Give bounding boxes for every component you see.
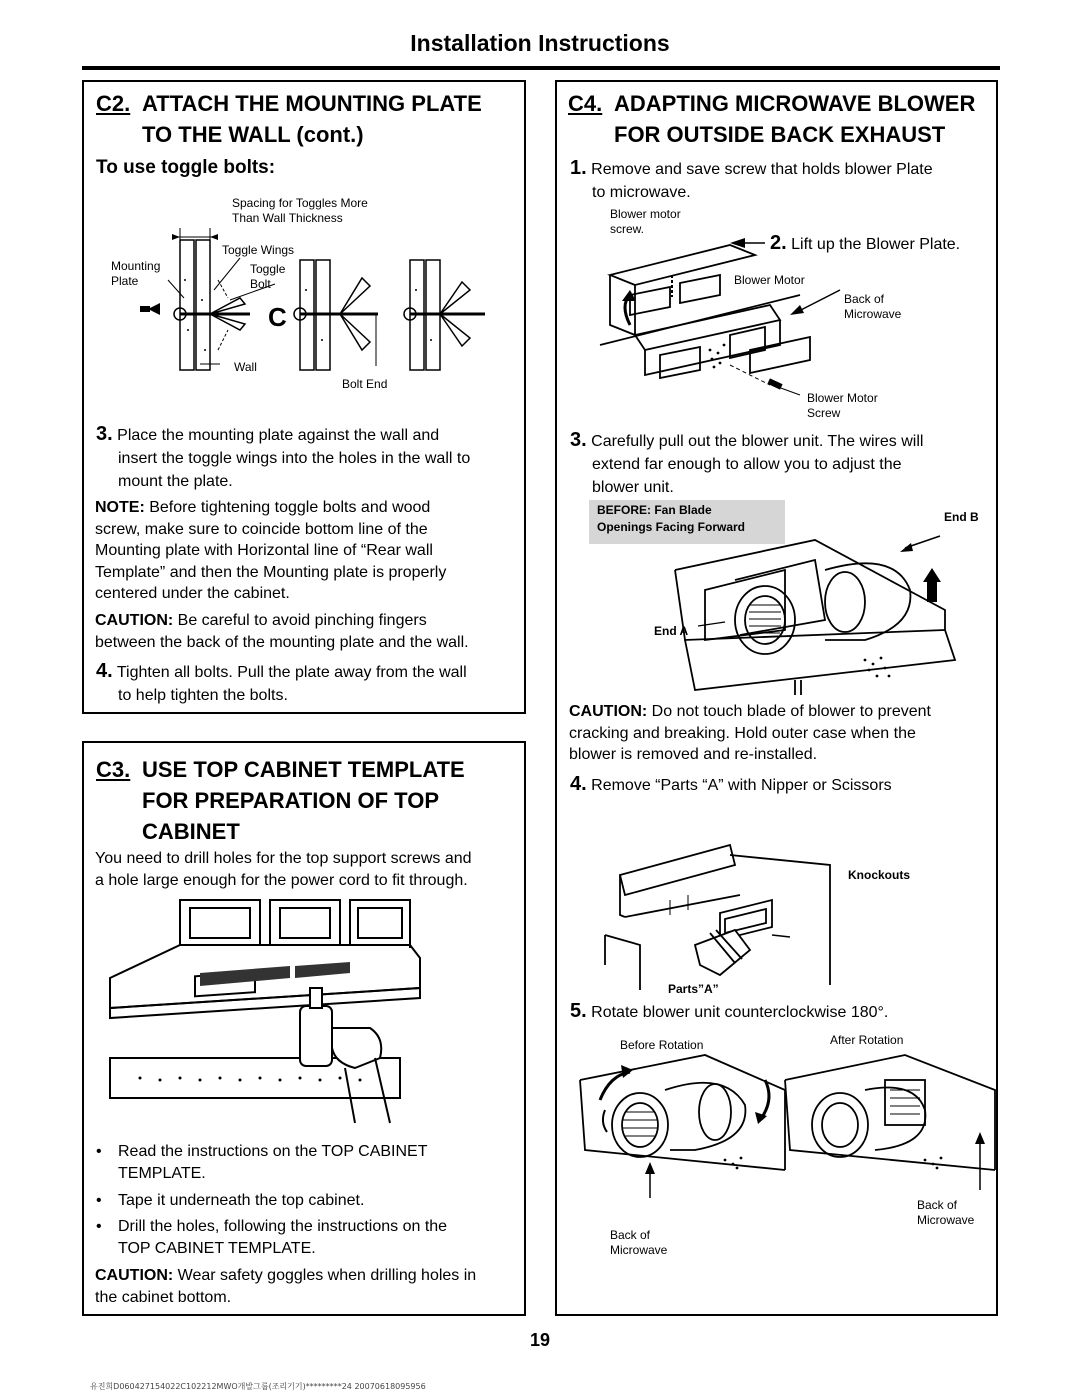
c4-caution-line1: Do not touch blade of blower to prevent	[647, 703, 931, 720]
fig-label-blower-motor-screw-line2: screw.	[610, 222, 645, 236]
c3-intro	[95, 848, 525, 891]
c4-step-4	[570, 773, 995, 797]
fig-label-spacing	[232, 196, 368, 226]
section-c2-title-line1: ATTACH THE MOUNTING PLATE	[142, 91, 482, 116]
c4-step-1	[570, 157, 995, 204]
c4-step-5-number: 5.	[570, 1000, 587, 1022]
svg-text:C: C	[268, 302, 287, 332]
bullet-dot: •	[96, 1192, 102, 1209]
fig-label-toggle-wings: Toggle Wings	[222, 243, 295, 257]
fig-label-toggle-bolt	[250, 262, 285, 292]
fig-label-back-of-microwave-right	[917, 1198, 974, 1228]
fig-label-bolt-end: Bolt End	[342, 377, 388, 391]
blower-unit-illustration	[665, 530, 985, 700]
section-c4-title-line1: ADAPTING MICROWAVE BLOWER	[614, 91, 976, 116]
c2-note-label: NOTE:	[95, 499, 145, 516]
c3-bullet-1-line2: TEMPLATE.	[118, 1165, 206, 1182]
fig-label-back-of: Back of	[844, 292, 885, 306]
c4-step-3	[570, 429, 995, 499]
fig-label-parts-a: Parts”A”	[668, 982, 719, 996]
knockouts-illustration	[600, 835, 840, 990]
bullet-dot: •	[96, 1218, 102, 1235]
c2-caution-line2: between the back of the mounting plate and the wall.	[95, 633, 469, 651]
c4-step-4-number: 4.	[570, 773, 587, 795]
top-cabinet-drilling-illustration	[100, 898, 520, 1133]
c3-bullet-2	[96, 1190, 518, 1212]
section-c2-title-line2: TO THE WALL (cont.)	[142, 122, 364, 147]
c4-step-1-number: 1.	[570, 157, 587, 179]
c3-bullet-3-line2: TOP CABINET TEMPLATE.	[118, 1240, 316, 1257]
fig-label-mounting-plate	[111, 259, 160, 289]
fig-label-end-b: End B	[944, 510, 979, 524]
c4-caution	[569, 701, 997, 766]
fig-label-bm-screw-line1: Blower Motor	[807, 391, 878, 405]
c2-caution-label: CAUTION:	[95, 612, 174, 629]
c3-intro-line1: You need to drill holes for the top support screws and	[95, 850, 472, 867]
fig-label-microwave-left: Microwave	[610, 1243, 668, 1257]
before-fan-blade-line2: Openings Facing Forward	[597, 520, 746, 534]
fig-label-microwave: Microwave	[844, 307, 902, 321]
fig-label-before-rotation: Before Rotation	[620, 1038, 704, 1052]
section-c4-title	[568, 88, 998, 150]
c2-step-3-number: 3.	[96, 423, 113, 445]
before-fan-blade-line1: BEFORE: Fan Blade	[597, 503, 712, 517]
c2-note-line5: centered under the cabinet.	[95, 585, 290, 603]
c2-note-line1: Before tightening toggle bolts and wood	[144, 499, 431, 516]
c2-step-3-line3: mount the plate.	[118, 473, 233, 490]
fig-label-back-of-microwave-left	[610, 1228, 667, 1258]
c4-step-1-line1: Remove and save screw that holds blower Plate	[591, 161, 933, 178]
fig-label-back-of-left: Back of	[610, 1228, 651, 1242]
c2-note	[95, 497, 525, 605]
c3-bullet-3-line1: Drill the holes, following the instructions on the	[118, 1218, 448, 1235]
c3-caution	[95, 1265, 525, 1308]
c3-bullet-1-line1: Read the instructions on the TOP CABINET	[118, 1143, 428, 1160]
fig-label-blower-motor-screw-line1: Blower motor	[610, 207, 681, 221]
fig-label-end-a: End A	[654, 624, 689, 638]
section-c3-number: C3.	[96, 757, 131, 782]
section-c4-number: C4.	[568, 91, 603, 116]
section-c3-title	[96, 754, 516, 847]
fig-label-spacing-line2: Than Wall Thickness	[232, 211, 343, 225]
section-c4-title-line2: FOR OUTSIDE BACK EXHAUST	[614, 122, 946, 147]
section-c3-title-line2: FOR PREPARATION OF TOP	[142, 788, 440, 813]
c4-step-2-text: Lift up the Blower Plate.	[791, 236, 961, 253]
fig-label-wall: Wall	[234, 360, 257, 374]
fig-label-plate: Plate	[111, 274, 139, 288]
blower-rotation-illustration	[575, 1050, 995, 1200]
c4-step-3-line3: blower unit.	[592, 479, 674, 496]
section-c3-title-line1: USE TOP CABINET TEMPLATE	[142, 757, 465, 782]
c2-step-3-line2: insert the toggle wings into the holes in the wall to	[118, 450, 471, 467]
c4-step-3-line2: extend far enough to allow you to adjust the	[592, 456, 902, 473]
fig-label-blower-motor: Blower Motor	[734, 273, 805, 287]
c2-step-4	[96, 660, 526, 707]
c3-caution-label: CAUTION:	[95, 1267, 174, 1284]
fig-label-bm-screw-line2: Screw	[807, 406, 841, 420]
c3-bullet-1	[96, 1141, 518, 1185]
toggle-bolts-subheading: To use toggle bolts:	[96, 157, 276, 178]
fig-label-knockouts: Knockouts	[848, 868, 911, 882]
c4-step-3-line1: Carefully pull out the blower unit. The wires will	[591, 433, 924, 450]
section-c3-title-line3: CABINET	[142, 819, 240, 844]
c3-intro-line2: a hole large enough for the power cord to fit through.	[95, 871, 468, 889]
fig-label-microwave-right: Microwave	[917, 1213, 975, 1227]
c4-step-4-text: Remove “Parts “A” with Nipper or Scissors	[591, 777, 892, 794]
c2-note-line2: screw, make sure to coincide bottom line of the	[95, 520, 428, 538]
c4-caution-line3: blower is removed and re-installed.	[569, 746, 818, 764]
c2-step-3	[96, 423, 526, 493]
fig-label-mounting: Mounting	[111, 259, 161, 273]
c2-step-3-line1: Place the mounting plate against the wall and	[117, 427, 440, 444]
c4-caution-line2: cracking and breaking. Hold outer case when the	[569, 724, 916, 742]
section-c2-title	[96, 88, 516, 150]
fig-label-after-rotation: After Rotation	[830, 1033, 904, 1047]
fig-label-spacing-line1: Spacing for Toggles More	[232, 196, 368, 210]
fig-label-back-of-microwave-1	[844, 292, 901, 322]
c2-step-4-line2: to help tighten the bolts.	[118, 687, 288, 704]
c4-step-5-text: Rotate blower unit counterclockwise 180°.	[591, 1004, 889, 1021]
fig-label-toggle: Toggle	[250, 262, 286, 276]
c3-bullet-2-line1: Tape it underneath the top cabinet.	[118, 1192, 365, 1209]
c3-bullet-3	[96, 1216, 518, 1260]
section-c2-number: C2.	[96, 91, 131, 116]
c3-caution-line2: the cabinet bottom.	[95, 1288, 232, 1306]
footer-code: 유진희D060427154022C102212MWO개발그룹(조리기기)*********24 20070618095956	[90, 1382, 426, 1391]
c4-step-5	[570, 1000, 995, 1024]
c2-caution	[95, 610, 525, 653]
fig-label-blower-motor-screw	[610, 207, 681, 237]
c2-caution-line1: Be careful to avoid pinching fingers	[173, 612, 427, 629]
c4-step-1-line2: to microwave.	[592, 184, 691, 201]
header-rule	[82, 66, 1000, 70]
bullet-dot: •	[96, 1143, 102, 1160]
c2-step-4-number: 4.	[96, 660, 113, 682]
c2-note-line4: Template” and then the Mounting plate is properly	[95, 563, 447, 581]
fig-label-bolt: Bolt	[250, 277, 271, 291]
c4-step-2-number: 2.	[770, 232, 787, 254]
c3-caution-line1: Wear safety goggles when drilling holes in	[173, 1267, 477, 1284]
fig-label-back-of-right: Back of	[917, 1198, 958, 1212]
page-title: Installation Instructions	[410, 30, 670, 56]
c2-note-line3: Mounting plate with Horizontal line of “Rear wall	[95, 542, 433, 560]
fig-label-blower-motor-screw-2	[807, 391, 878, 421]
c4-step-2	[770, 232, 995, 256]
page-number: 19	[529, 1330, 551, 1350]
c4-step-3-number: 3.	[570, 429, 587, 451]
c2-step-4-line1: Tighten all bolts. Pull the plate away from the wall	[116, 664, 467, 681]
c4-caution-label: CAUTION:	[569, 703, 648, 720]
